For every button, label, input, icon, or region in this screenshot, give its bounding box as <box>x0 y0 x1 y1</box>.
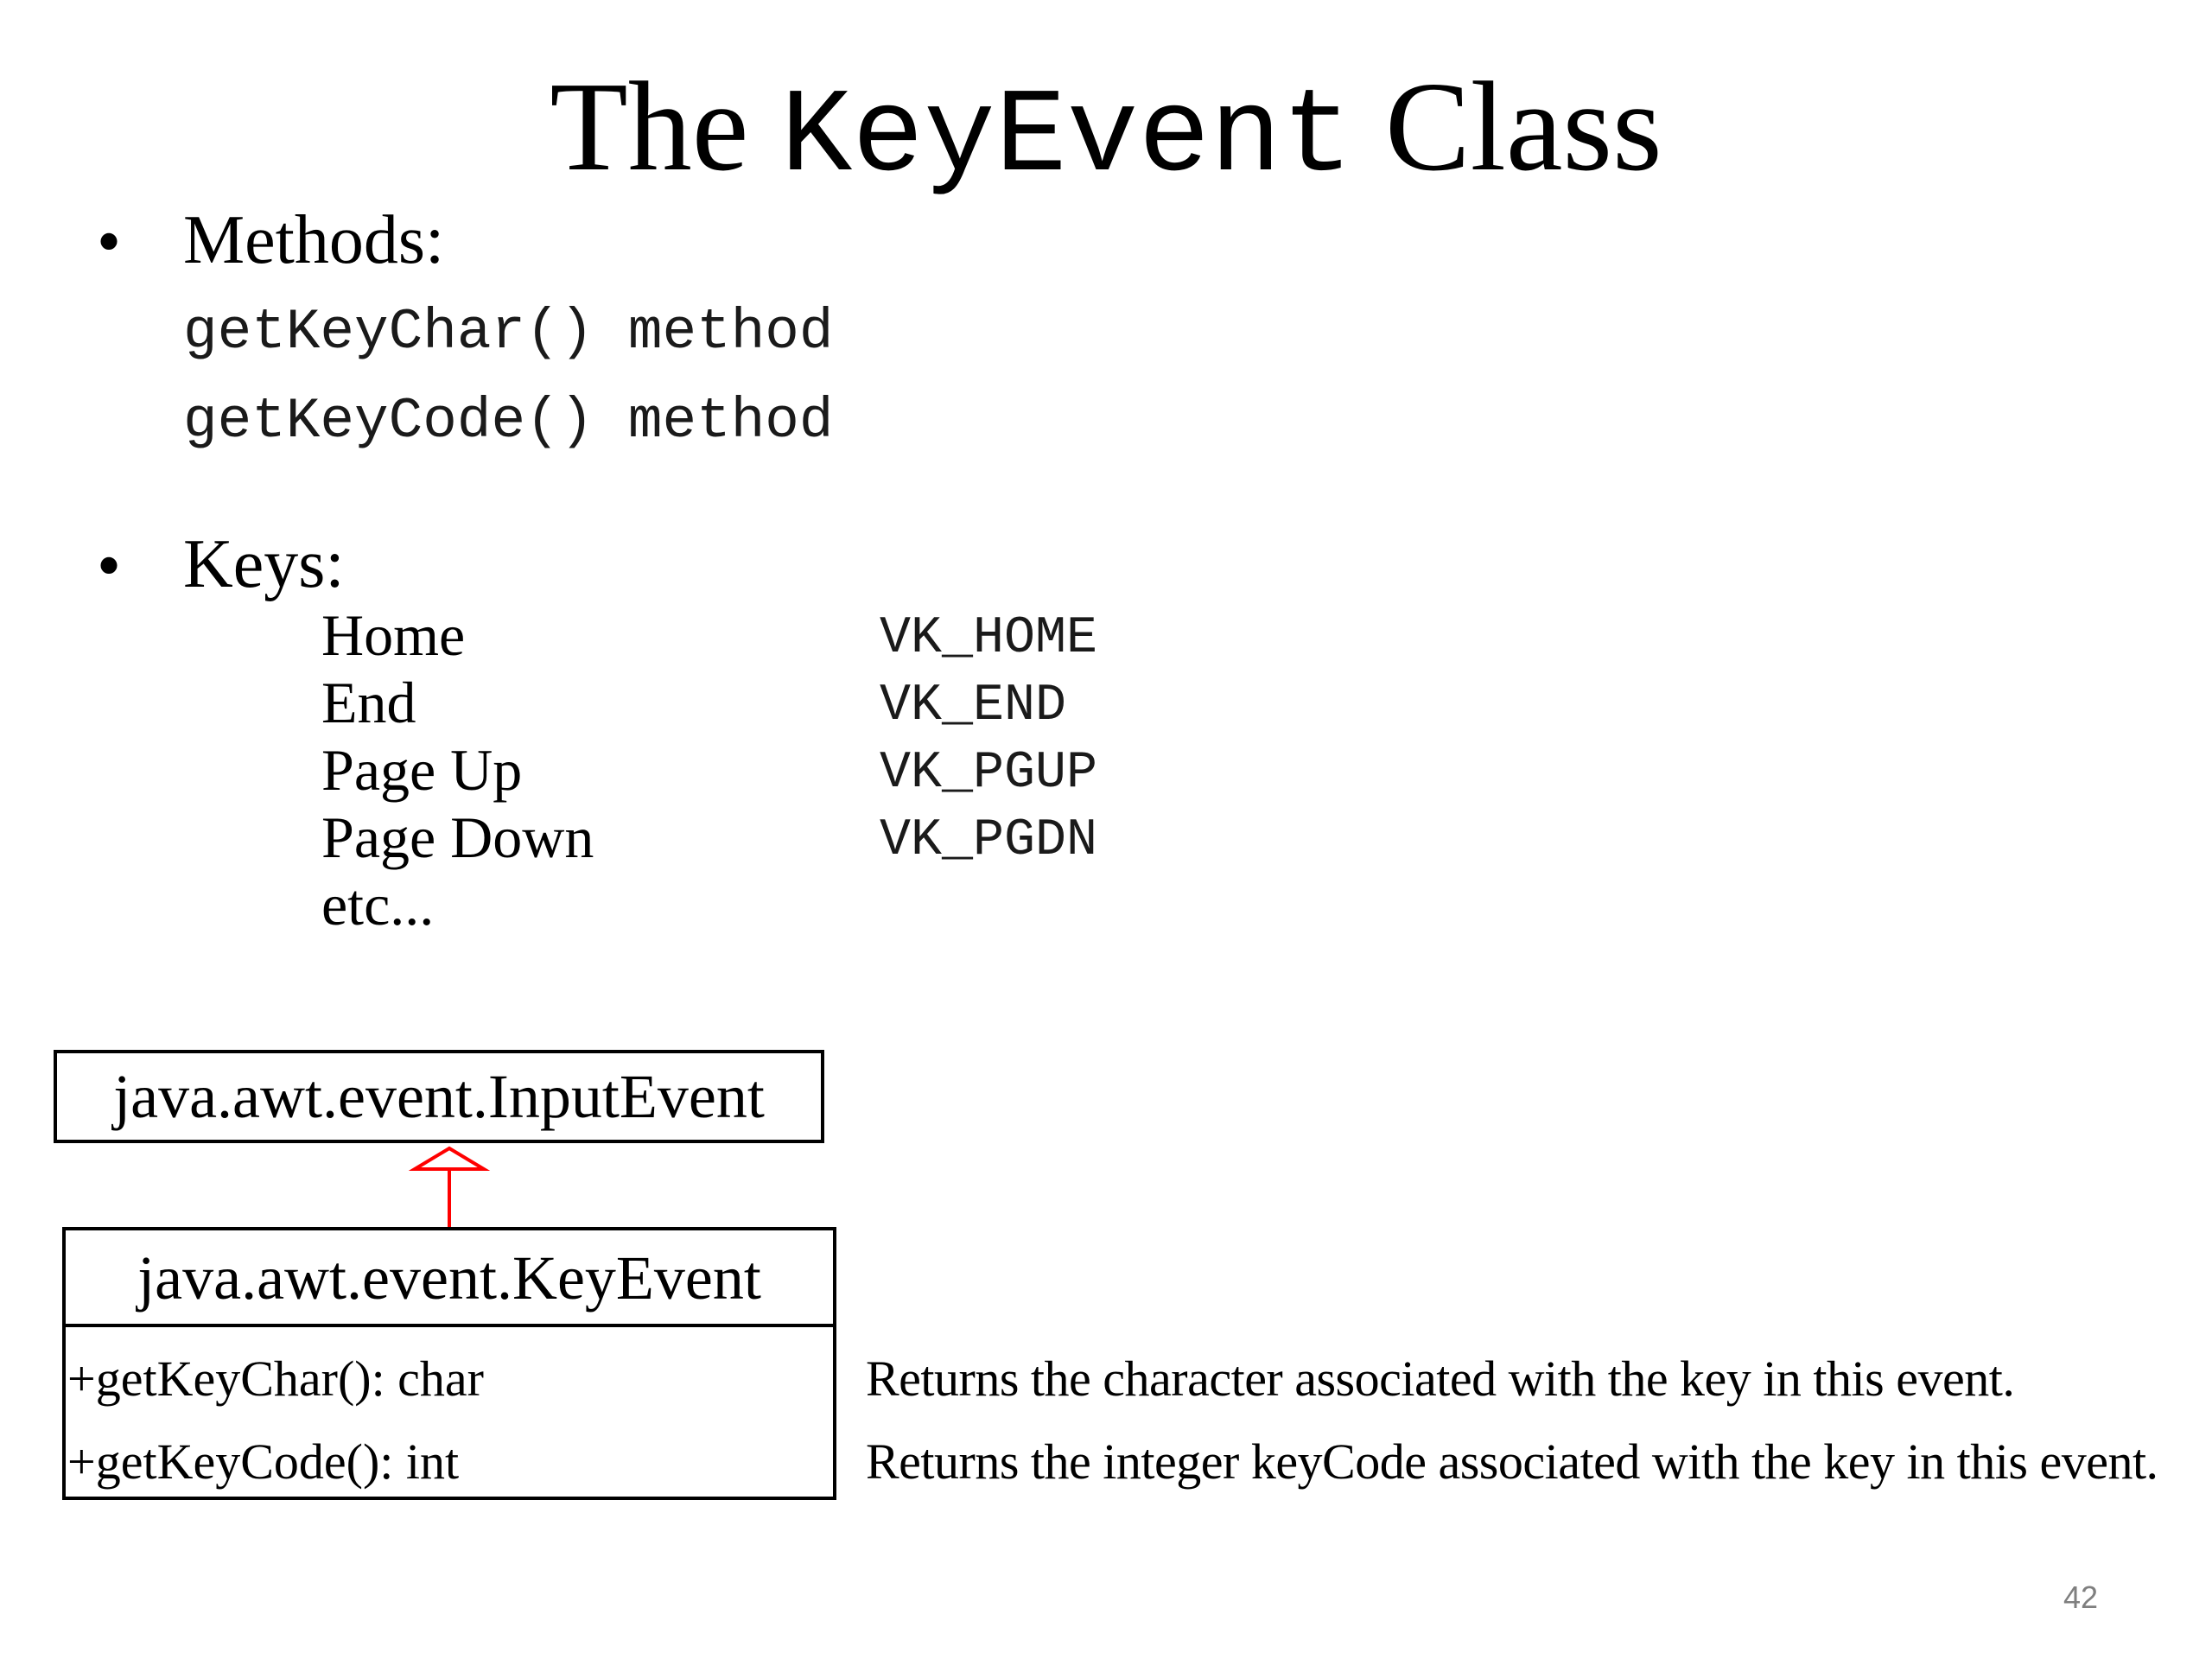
key-name-etc: etc... <box>321 872 435 938</box>
uml-parent-class-box <box>54 1050 824 1143</box>
bullet-methods: • <box>97 204 122 280</box>
method-line-1: getKeyChar() method <box>183 300 834 365</box>
uml-child-class-box <box>62 1227 836 1500</box>
uml-method-getkeychar: +getKeyChar(): char <box>67 1351 484 1407</box>
key-name-page-up: Page Up <box>321 737 523 803</box>
title-prefix: The <box>550 56 749 198</box>
method-description-getkeycode: Returns the integer keyCode associated with the key in this event. <box>866 1433 2158 1490</box>
method-line-2: getKeyCode() method <box>183 389 834 454</box>
inheritance-arrow <box>397 1143 501 1230</box>
methods-heading: Methods: <box>183 202 445 278</box>
bullet-keys: • <box>97 528 122 604</box>
key-code-page-down: VK_PGDN <box>880 811 1098 870</box>
title-code: KeyEvent <box>780 71 1353 206</box>
keys-heading: Keys: <box>183 526 345 602</box>
key-code-end: VK_END <box>880 677 1067 735</box>
uml-parent-class-name: java.awt.event.InputEvent <box>113 1062 765 1131</box>
key-code-page-up: VK_PGUP <box>880 744 1098 803</box>
slide-title <box>0 54 2212 212</box>
page-number: 42 <box>2063 1580 2099 1615</box>
key-name-end: End <box>321 670 416 735</box>
title-suffix: Class <box>1384 56 1662 198</box>
uml-method-getkeycode: +getKeyCode(): int <box>67 1433 460 1490</box>
method-description-getkeychar: Returns the character associated with the key in this event. <box>866 1351 2015 1407</box>
uml-child-class-name: java.awt.event.KeyEvent <box>66 1230 833 1327</box>
key-name-page-down: Page Down <box>321 804 594 870</box>
inheritance-arrow-head <box>415 1148 484 1169</box>
key-name-home: Home <box>321 602 466 668</box>
key-code-home: VK_HOME <box>880 609 1098 668</box>
